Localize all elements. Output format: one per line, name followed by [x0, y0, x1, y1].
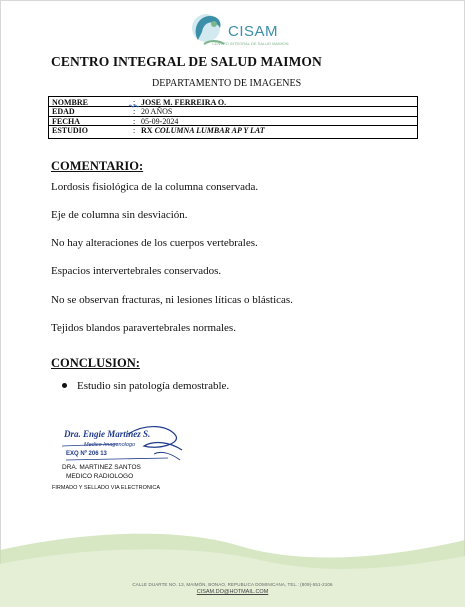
finding-item: Lordosis fisiológica de la columna conservada.	[51, 181, 259, 193]
exam-date: 05-09-2024	[141, 116, 179, 126]
patient-age-row	[49, 107, 417, 116]
stamp-name: Dra. Engie Martinez S.	[64, 429, 151, 439]
patient-age: 20 AÑOS	[141, 107, 173, 116]
field-separator: :	[133, 126, 136, 135]
study-row	[49, 126, 417, 135]
field-separator: :	[133, 116, 136, 126]
signer-role: MEDICO RADIOLOGO	[66, 473, 134, 480]
conclusion-text: Estudio sin patología demostrable.	[77, 380, 230, 392]
field-separator: :	[133, 97, 136, 107]
finding-item: No se observan fracturas, ni lesiones líticas o blásticas.	[51, 294, 293, 306]
finding-item: Eje de columna sin desviación.	[51, 209, 188, 221]
stamp-exequatur: EXQ Nº 206 13	[66, 451, 107, 457]
field-separator: :	[133, 107, 136, 116]
patient-info-box	[48, 96, 418, 139]
field-label: FECHA	[52, 116, 80, 126]
study-modality: RX	[141, 126, 153, 135]
document-title: CENTRO INTEGRAL DE SALUD MAIMON	[51, 54, 322, 69]
exam-date-row	[49, 117, 417, 126]
comment-heading: COMENTARIO:	[51, 159, 144, 173]
conclusion-item	[62, 380, 229, 392]
stamp-role: Medico Imagenologo	[84, 442, 136, 448]
field-label: ESTUDIO	[52, 126, 89, 135]
patient-name-row	[49, 98, 417, 107]
finding-item: No hay alteraciones de los cuerpos vertebrales.	[51, 237, 258, 249]
signer-name: DRA. MARTINEZ SANTOS	[62, 464, 141, 471]
study-description: COLUMNA LUMBAR AP Y LAT	[154, 126, 265, 135]
footer-address: CALLE DUARTE NO. 13, MAIMÓN, BONAO, REPUBLICA DOMINICANA, TEL.: (809)-551-2106	[132, 582, 333, 587]
logo-name: CISAM	[228, 23, 279, 40]
bullet-icon	[62, 383, 67, 388]
department-name: DEPARTAMENTO DE IMAGENES	[152, 78, 302, 89]
finding-item: Espacios intervertebrales conservados.	[51, 265, 222, 277]
study-type	[141, 126, 265, 135]
cisam-logo	[188, 10, 288, 50]
field-label: EDAD	[52, 107, 75, 116]
finding-item: Tejidos blandos paravertebrales normales.	[51, 322, 236, 334]
conclusion-heading: CONCLUSION:	[51, 356, 140, 370]
field-label: NOMBRE	[52, 97, 88, 107]
footer-email-link[interactable]: CISAM.DO@HOTMAIL.COM	[196, 589, 269, 595]
signature-stamp	[58, 420, 188, 468]
signature-note: FIRMADO Y SELLADO VIA ELECTRONICA	[52, 485, 160, 491]
patient-name: JOSE M. FERREIRA O.	[141, 97, 227, 107]
logo-tagline: CENTRO INTEGRAL DE SALUD MAIMON	[212, 41, 289, 46]
